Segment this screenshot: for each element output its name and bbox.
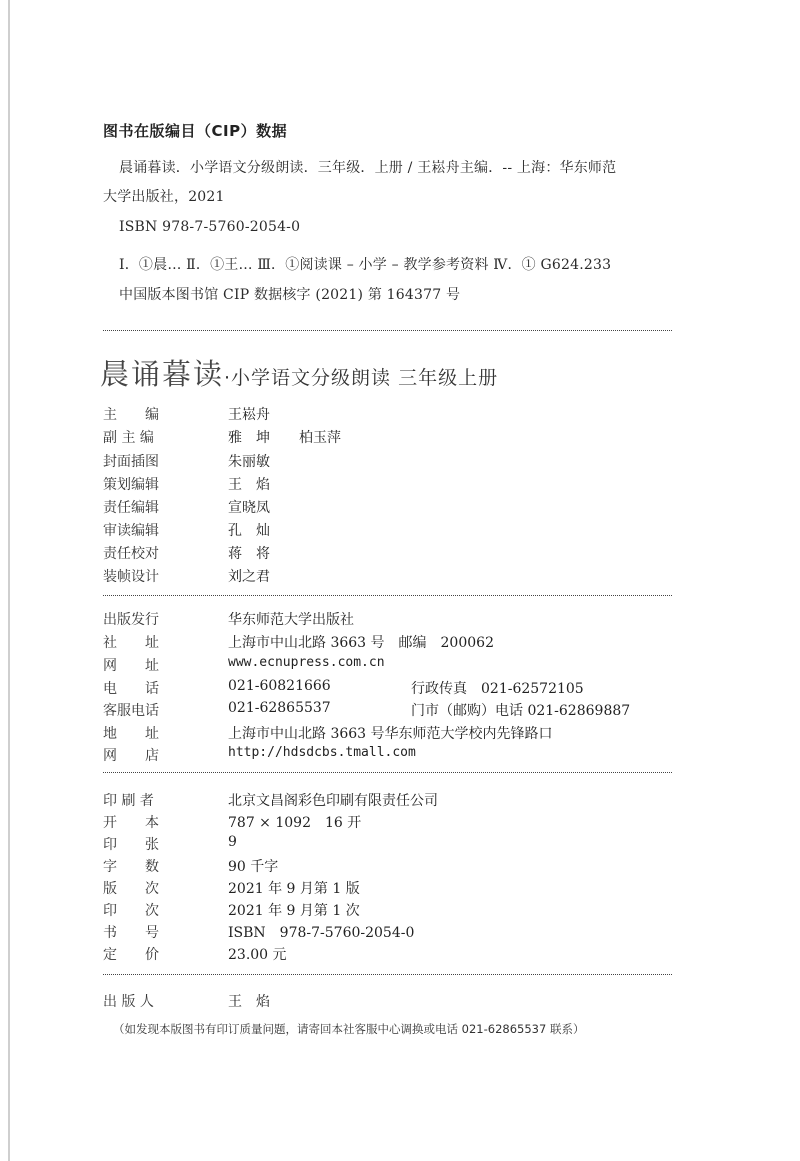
- credit-value: 王崧舟: [228, 407, 270, 423]
- credit-label: 责任编辑: [103, 500, 159, 516]
- cip-catalog-line-wrap: 大学出版社，2021: [103, 189, 225, 205]
- book-title: [100, 352, 498, 393]
- cip-catalog-line: 晨诵暮读．小学语文分级朗读．三年级．上册 / 王崧舟主编．-- 上海：华东师范: [119, 160, 617, 176]
- printing-value: ISBN 978-7-5760-2054-0: [228, 925, 415, 941]
- book-title-main: 晨诵暮读: [100, 357, 225, 391]
- address-label: 社 址: [103, 635, 159, 651]
- printing-label: 字 数: [103, 859, 159, 875]
- printing-label: 版 次: [103, 881, 159, 897]
- credit-value: 宣晓凤: [228, 500, 270, 516]
- printing-value: 2021 年 9 月第 1 次: [228, 903, 360, 919]
- publisher-label: 出版发行: [103, 612, 159, 628]
- credit-value: 刘之君: [228, 569, 270, 585]
- cip-classification: Ⅰ．①晨… Ⅱ．①王… Ⅲ．①阅读课 – 小学 – 教学参考资料 Ⅳ．① G624.233: [119, 257, 612, 273]
- divider: [103, 330, 672, 331]
- printing-label: 书 号: [103, 925, 159, 941]
- divider: [103, 974, 672, 975]
- credit-label: 副 主 编: [103, 430, 154, 446]
- printing-value: 9: [228, 834, 237, 850]
- publisher-name: 华东师范大学出版社: [228, 612, 354, 628]
- shop-label: 网 店: [103, 748, 159, 764]
- credit-label: 封面插图: [103, 454, 159, 470]
- cip-record-number: 中国版本图书馆 CIP 数据核字 (2021) 第 164377 号: [119, 287, 461, 303]
- credit-label: 主 编: [103, 407, 159, 423]
- printing-value: 23.00 元: [228, 947, 287, 963]
- location-value: 上海市中山北路 3663 号华东师范大学校内先锋路口: [228, 726, 553, 742]
- printing-label: 印 刷 者: [103, 793, 154, 809]
- fax-value: 行政传真 021-62572105: [411, 681, 584, 697]
- credit-value: 朱丽敏: [228, 454, 270, 470]
- book-title-sub: ·小学语文分级朗读 三年级上册: [224, 367, 499, 389]
- quality-footnote: （如发现本版图书有印订质量问题，请寄回本社客服中心调换或电话 021-62865537 联系）: [113, 1022, 585, 1036]
- divider: [103, 772, 672, 773]
- printing-value: 北京文昌阁彩色印刷有限责任公司: [228, 793, 438, 809]
- page-edge: [8, 0, 10, 1161]
- publisher-person-value: 王 焰: [228, 994, 270, 1010]
- shop-value: http://hdsdcbs.tmall.com: [228, 745, 416, 760]
- credit-label: 装帧设计: [103, 569, 159, 585]
- printing-label: 定 价: [103, 947, 159, 963]
- divider: [103, 595, 672, 596]
- service-value: 021-62865537: [228, 700, 331, 716]
- credit-value: 蒋 将: [228, 546, 270, 562]
- phone-label: 电 话: [103, 681, 159, 697]
- address-value: 上海市中山北路 3663 号 邮编 200062: [228, 635, 494, 651]
- printing-value: 2021 年 9 月第 1 版: [228, 881, 360, 897]
- credit-value: 孔 灿: [228, 523, 270, 539]
- credit-label: 策划编辑: [103, 477, 159, 493]
- service-label: 客服电话: [103, 703, 159, 719]
- store-phone-value: 门市（邮购）电话 021-62869887: [411, 703, 631, 719]
- cip-heading: 图书在版编目（CIP）数据: [103, 122, 288, 140]
- printing-label: 印 张: [103, 837, 159, 853]
- printing-label: 开 本: [103, 815, 159, 831]
- printing-label: 印 次: [103, 903, 159, 919]
- website-value: www.ecnupress.com.cn: [228, 655, 385, 670]
- location-label: 地 址: [103, 726, 159, 742]
- credit-value-second: 柏玉萍: [299, 430, 341, 446]
- credit-label: 责任校对: [103, 546, 159, 562]
- phone-value: 021-60821666: [228, 678, 331, 694]
- cip-isbn: ISBN 978-7-5760-2054-0: [119, 219, 301, 235]
- printing-value: 90 千字: [228, 859, 279, 875]
- credit-value: 王 焰: [228, 477, 270, 493]
- credit-value: 雅 坤: [228, 430, 270, 446]
- website-label: 网 址: [103, 658, 159, 674]
- credit-label: 审读编辑: [103, 523, 159, 539]
- publisher-person-label: 出 版 人: [103, 994, 154, 1010]
- printing-value: 787 × 1092 16 开: [228, 815, 362, 831]
